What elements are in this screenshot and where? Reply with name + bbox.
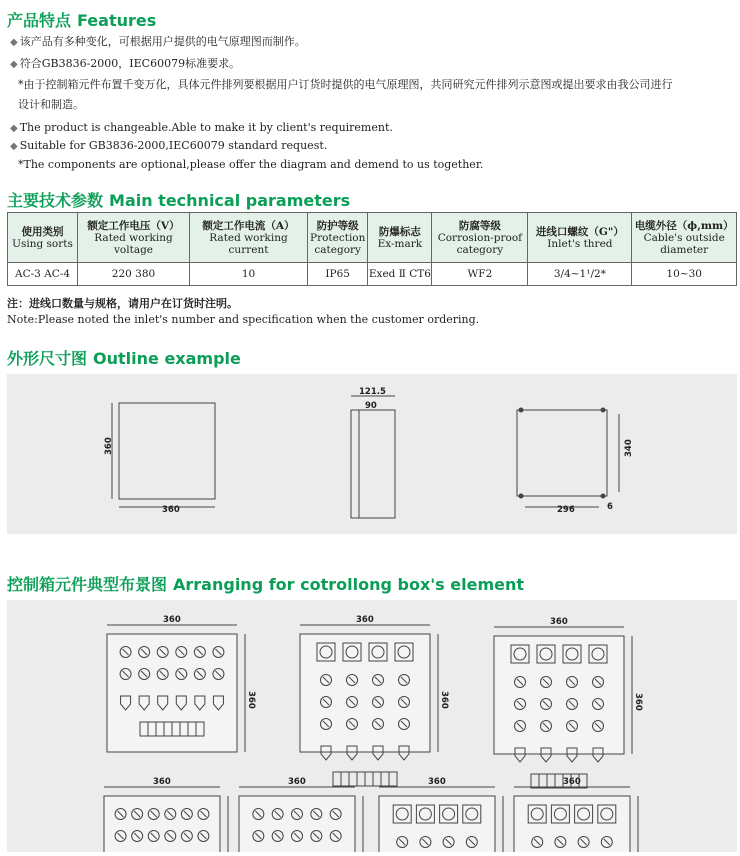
table-cell: 10~30 <box>632 263 737 286</box>
diamond-icon: ◆ <box>10 141 18 152</box>
back-gap-label: 6 <box>607 502 613 512</box>
arranging-drawing <box>7 600 737 852</box>
front-height-label: 360 <box>104 437 114 455</box>
back-view-box <box>517 410 607 496</box>
outline-panel <box>7 374 737 534</box>
diamond-icon: ◆ <box>10 59 18 70</box>
dimension-label: 360 <box>439 691 449 709</box>
control-box <box>514 796 630 852</box>
control-box <box>494 636 624 754</box>
table-cell: 3/4~1¹/2* <box>528 263 632 286</box>
front-view-box <box>119 403 215 499</box>
diamond-icon: ◆ <box>10 123 18 134</box>
outline-title-en: Outline example <box>93 349 241 368</box>
control-box <box>104 796 220 852</box>
front-width-label: 360 <box>162 505 180 515</box>
features-heading <box>7 8 156 31</box>
arranging-heading <box>7 572 524 595</box>
arranging-title-en: Arranging for cotrollong box's element <box>173 575 525 594</box>
arranging-title-cn: 控制箱元件典型布景图 <box>7 575 168 594</box>
side-view-box <box>351 410 395 518</box>
feature-line-4: 设计和制造。 <box>18 98 84 111</box>
outline-drawing <box>7 374 737 534</box>
table-header-cell: 额定工作电流（A） Rated working current <box>190 213 308 263</box>
dimension-label: 360 <box>356 615 374 625</box>
table-cell: WF2 <box>432 263 528 286</box>
table-header-cell: 电缆外径（ϕ,mm） Cable's outside diameter <box>632 213 737 263</box>
back-width-label: 296 <box>557 505 575 515</box>
table-header-cell: 进线口螺纹（G"） Inlet's thred <box>528 213 632 263</box>
control-box <box>300 634 430 752</box>
table-header-cell: 防护等级 Protection category <box>308 213 368 263</box>
params-table <box>7 212 737 286</box>
side-width-label: 121.5 <box>359 387 386 397</box>
dimension-label: 360 <box>288 777 306 787</box>
dimension-label: 360 <box>563 777 581 787</box>
dimension-label: 360 <box>153 777 171 787</box>
outline-title-cn: 外形尺寸图 <box>7 349 88 368</box>
table-cell: IP65 <box>308 263 368 286</box>
table-header-cell: 额定工作电压（V） Rated working voltage <box>78 213 190 263</box>
feature-line-3: *由于控制箱元件布置千变万化，具体元件排列要根据用户订货时提供的电气原理图，共同研究元件排列示意图或提出要求由我公司进行 <box>18 78 673 91</box>
table-cell: 10 <box>190 263 308 286</box>
features-title-cn: 产品特点 <box>7 11 72 30</box>
table-header-row <box>8 213 737 263</box>
control-box <box>379 796 495 852</box>
arranging-panel <box>7 600 737 852</box>
feature-line-1: ◆ 该产品有多种变化，可根据用户提供的电气原理图而制作。 <box>10 35 306 48</box>
table-row <box>8 263 737 286</box>
dimension-label: 360 <box>550 617 568 627</box>
diamond-icon: ◆ <box>10 37 18 48</box>
dimension-label: 360 <box>633 693 643 711</box>
table-cell: 220 380 <box>78 263 190 286</box>
note-cn: 注：进线口数量与规格，请用户在订货时注明。 <box>7 297 238 310</box>
outline-heading <box>7 346 241 369</box>
side-inner-label: 90 <box>365 401 377 411</box>
back-height-label: 340 <box>624 439 634 457</box>
table-header-cell: 使用类别 Using sorts <box>8 213 78 263</box>
feature-line-2: ◆ 符合GB3836-2000，IEC60079标准要求。 <box>10 57 241 70</box>
table-cell: Exed Ⅱ CT6 <box>368 263 432 286</box>
control-box <box>239 796 355 852</box>
params-heading <box>7 188 350 211</box>
feature-line-en-3: *The components are optional,please offer the diagram and demend to us together. <box>18 158 484 171</box>
params-title-cn: 主要技术参数 <box>7 191 104 210</box>
table-header-cell: 防腐等级 Corrosion-proof category <box>432 213 528 263</box>
feature-line-en-2: ◆ Suitable for GB3836-2000,IEC60079 standard request. <box>10 139 328 152</box>
features-title-en: Features <box>77 11 157 30</box>
dimension-label: 360 <box>428 777 446 787</box>
params-title-en: Main technical parameters <box>109 191 351 210</box>
table-cell: AC-3 AC-4 <box>8 263 78 286</box>
feature-line-en-1: ◆ The product is changeable.Able to make it by client's requirement. <box>10 121 393 134</box>
dimension-label: 360 <box>163 615 181 625</box>
table-header-cell: 防爆标志 Ex-mark <box>368 213 432 263</box>
dimension-label: 360 <box>246 691 256 709</box>
note-en: Note:Please noted the inlet's number and specification when the customer ordering. <box>7 313 480 326</box>
